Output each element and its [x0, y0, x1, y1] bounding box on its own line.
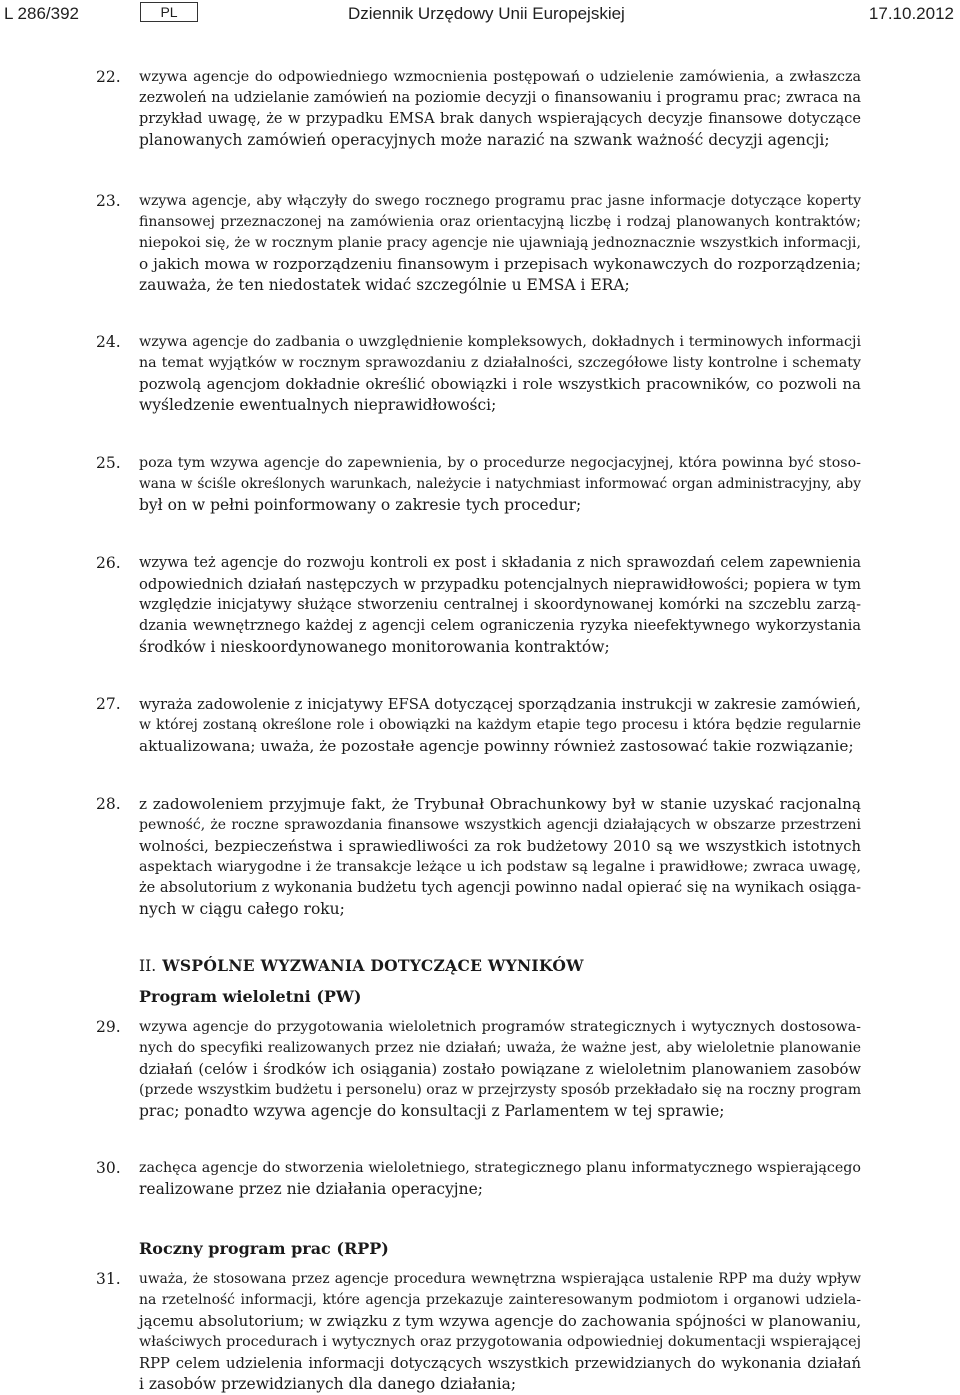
text-line: wzywa agencje do przygotowania wieloletnich programów strategicznych i wytycznych dostosowa-: [139, 1019, 861, 1035]
text-line: (przede wszystkim budżetu i personelu) oraz w przejrzysty sposób przekładało się na roczny program: [139, 1082, 862, 1098]
paragraph-number: 25.: [96, 454, 121, 472]
text-line: zezwoleń na udzielanie zamówień na poziomie decyzji o finansowaniu i programu prac; zwraca na: [139, 90, 861, 106]
text-line: zauważa, że ten niedostatek widać szczególnie u EMSA i ERA;: [139, 276, 630, 294]
text-line: finansowej przeznaczonej na zamówienia oraz orientacyjną liczbę i rodzaj planowanych kontraktów;: [139, 214, 861, 230]
text-line: wyśledzenie ewentualnych nieprawidłowości;: [139, 396, 497, 414]
text-line: odpowiednich działań następczych w przypadku potencjalnych nieprawidłowości; popiera w tym: [139, 576, 861, 593]
text-line: względzie inicjatywy służące stworzeniu centralnej i skoordynowanej komórki na szczeblu zarzą-: [139, 597, 861, 613]
text-line: działań (celów i środków ich osiągania) zostało powiązane z wieloletnim planowaniem zasobów: [139, 1061, 861, 1078]
text-line: prac; ponadto wzywa agencje do konsultacji z Parlamentem w tej sprawie;: [139, 1102, 725, 1120]
paragraph-text: [139, 453, 861, 516]
paragraph-number: 24.: [96, 333, 121, 351]
paragraph-text: [139, 794, 861, 920]
text-line: jącemu absolutorium; w związku z tym wzywa agencje do zachowania spójności w planowaniu,: [139, 1312, 862, 1330]
subsection-heading-rpp: Roczny program prac (RPP): [139, 1239, 389, 1258]
text-line: o jakich mowa w rozporządzeniu finansowym i przepisach wykonawczych do rozporządzenia;: [139, 255, 861, 273]
paragraph-text: [139, 553, 861, 658]
paragraph-number: 26.: [96, 554, 121, 572]
text-line: wzywa agencje do zadbania o uwzględnienie kompleksowych, dokładnych i terminowych informacji: [139, 334, 861, 350]
paragraph-text: [139, 1269, 861, 1395]
journal-title: Dziennik Urzędowy Unii Europejskiej: [348, 4, 625, 23]
paragraph-number: 23.: [96, 192, 121, 210]
text-line: na temat wyjątków w rocznym sprawozdaniu z działalności, szczegółowe listy kontrolne i schematy: [139, 355, 861, 371]
text-line: RPP celem udzielenia informacji dotyczących wszystkich przewidzianych do wykonania działań: [139, 1355, 861, 1372]
language-badge: PL: [140, 2, 198, 22]
text-line: i zasobów przewidzianych dla danego działania;: [139, 1375, 517, 1393]
paragraph-text: [139, 332, 861, 416]
paragraph-text: [139, 694, 861, 757]
paragraph-text: [139, 1017, 861, 1122]
text-line: wzywa agencje do odpowiedniego wzmocnienia postępowań o udzielenie zamówienia, a zwłaszcza: [139, 69, 861, 85]
section-heading: [139, 955, 584, 977]
paragraph-text: [139, 1158, 861, 1200]
paragraph-number: 31.: [96, 1270, 121, 1288]
text-line: wyraża zadowolenie z inicjatywy EFSA dotyczącej sporządzania instrukcji w zakresie zamówień,: [139, 696, 861, 713]
text-line: dzania wewnętrznego każdej z agencji celem ograniczenia ryzyka nieefektywnego wykorzystania: [139, 618, 861, 634]
subsection-heading-pw: Program wieloletni (PW): [139, 987, 362, 1006]
text-line: niepokoi się, że w rocznym planie pracy agencje nie ujawniają jednoznacznie wszystkich informacji,: [139, 235, 861, 251]
paragraph-number: 22.: [96, 68, 121, 86]
paragraph-number: 27.: [96, 695, 121, 713]
text-line: uważa, że stosowana przez agencje procedura wewnętrzna wspierająca ustalenie RPP ma duży wpływ: [139, 1271, 861, 1287]
text-line: wzywa też agencje do rozwoju kontroli ex post i składania z nich sprawozdań celem zapewnienia: [139, 555, 861, 571]
text-line: w której zostaną określone role i obowiązki na każdym etapie tego procesu i która będzie regularnie: [139, 717, 861, 733]
text-line: na rzetelność informacji, które agencja przekazuje zainteresowanym podmiotom i organowi udziela-: [139, 1292, 861, 1308]
text-line: realizowane przez nie działania operacyjne;: [139, 1180, 483, 1198]
paragraph-number: 30.: [96, 1159, 121, 1177]
text-line: zachęca agencje do stworzenia wieloletniego, strategicznego planu informatycznego wspierającego: [139, 1160, 861, 1176]
publication-date: 17.10.2012: [868, 4, 954, 23]
section-number: II.: [139, 957, 157, 975]
text-line: nych w ciągu całego roku;: [139, 900, 345, 918]
paragraph-text: [139, 67, 861, 151]
text-line: pewność, że roczne sprawozdania finansowe wszystkich agencji działających w obszarze przestrzeni: [139, 817, 861, 833]
text-line: poza tym wzywa agencje do zapewnienia, by o procedurze negocjacyjnej, która powinna być stoso-: [139, 455, 861, 471]
text-line: aspektach wiarygodne i że transakcje leżące u ich podstaw są legalne i prawidłowe; zwraca uwagę,: [139, 859, 861, 875]
text-line: z zadowoleniem przyjmuje fakt, że Trybunał Obrachunkowy był w stanie uzyskać racjonalną: [139, 795, 861, 813]
text-line: był on w pełni poinformowany o zakresie tych procedur;: [139, 496, 582, 514]
text-line: wana w ściśle określonych warunkach, należycie i natychmiast informować organ administracyjny, aby: [139, 476, 861, 492]
section-title: WSPÓLNE WYZWANIA DOTYCZĄCE WYNIKÓW: [162, 956, 584, 975]
text-line: wzywa agencje, aby włączyły do swego rocznego programu prac jasne informacje dotyczące koperty: [139, 193, 861, 209]
paragraph-text: [139, 191, 861, 296]
text-line: właściwych procedurach i wytycznych oraz przygotowania odpowiedniej dokumentacji wspierającej: [139, 1334, 861, 1350]
page-header: [0, 0, 960, 30]
text-line: planowanych zamówień operacyjnych może narazić na szwank ważność decyzji agencji;: [139, 131, 830, 149]
text-line: przykład uwagę, że w przypadku EMSA brak danych wspierających decyzje finansowe dotyczące: [139, 111, 861, 127]
text-line: aktualizowana; uważa, że pozostałe agencje powinny również zastosować takie rozwiązanie;: [139, 737, 854, 755]
text-line: środków i nieskoordynowanego monitorowania kontraktów;: [139, 638, 610, 656]
paragraph-number: 29.: [96, 1018, 121, 1036]
text-line: pozwolą agencjom dokładnie określić obowiązki i role wszystkich pracowników, co pozwoli na: [139, 375, 861, 393]
page-reference: L 286/392: [4, 4, 79, 23]
paragraph-number: 28.: [96, 795, 121, 813]
text-line: nych do specyfiki realizowanych przez nie działań; uważa, że ważne jest, aby wieloletnie planowanie: [139, 1040, 861, 1056]
text-line: że absolutorium z wykonania budżetu tych agencji powinno nadal opierać się na wynikach osiąga-: [139, 880, 861, 896]
text-line: wolności, bezpieczeństwa i sprawiedliwości za rok budżetowy 2010 są we wszystkich istotnych: [139, 838, 861, 855]
